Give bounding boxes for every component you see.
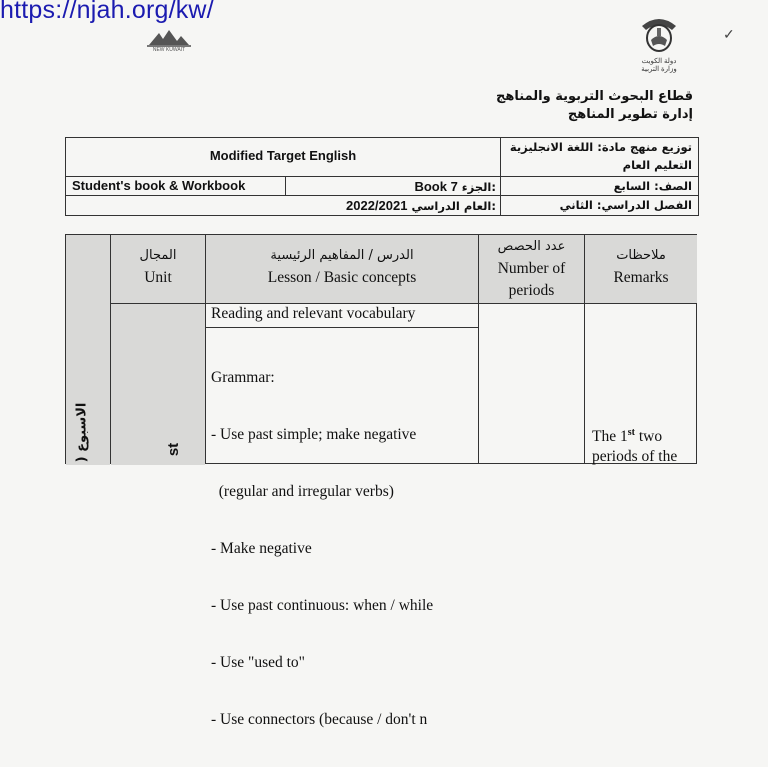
info-box	[65, 137, 699, 216]
grammar-line: - Use past continuous: when / while	[211, 597, 434, 614]
unit-partial: st	[165, 442, 183, 457]
header-periods-en-2: periods	[508, 282, 555, 299]
falcon-emblem-icon	[636, 14, 682, 58]
part-cell	[288, 178, 496, 196]
grammar-line: (regular and irregular verbs)	[211, 483, 394, 500]
books-label: Student's book & Workbook	[72, 178, 246, 193]
sector-line1: قطاع البحوث التربوية والمناهج	[496, 89, 693, 104]
term-label: الفصل الدراسي: الثاني	[559, 198, 692, 212]
sector-heading	[496, 88, 693, 124]
education-type: التعليم العام	[622, 158, 692, 172]
grammar-line: - Use "used to"	[211, 654, 306, 671]
year-label: العام الدراسي:	[411, 199, 496, 213]
grammar-line: - Use past simple; make negative	[211, 426, 417, 443]
lesson-grammar	[211, 330, 433, 767]
emblem-caption-line1: دولة الكويت	[641, 58, 677, 65]
remarks-line2: periods of the	[592, 448, 678, 466]
remarks-line1-sup: st	[627, 427, 635, 438]
remarks-line1-pre: The 1	[592, 428, 628, 446]
header-unit-ar: المجال	[139, 248, 177, 263]
emblem-caption-line2: وزارة التربية	[641, 66, 677, 73]
grammar-line: - Make negative	[211, 540, 312, 557]
remarks-line1-post: two	[634, 428, 663, 446]
header-remarks-ar: ملاحظات	[616, 248, 666, 263]
new-kuwait-logo	[143, 27, 195, 55]
header-periods-ar: عدد الحصص	[497, 239, 566, 254]
header-remarks	[585, 245, 697, 289]
course-title: Modified Target English	[209, 148, 357, 163]
new-kuwait-logo-icon	[143, 27, 195, 49]
grammar-line: Grammar:	[211, 369, 275, 386]
year-value: 2022/2021	[346, 198, 408, 213]
part-label: الجزء:	[461, 180, 496, 194]
syllabus-table	[65, 234, 697, 728]
header-remarks-en: Remarks	[613, 269, 669, 286]
emblem-caption	[630, 58, 688, 74]
header-lesson-ar: الدرس / المفاهيم الرئيسية	[270, 248, 414, 263]
lesson-reading: Reading and relevant vocabulary	[211, 305, 416, 322]
sector-line2: إدارة تطوير المناهج	[567, 107, 693, 122]
source-url[interactable]: https://njah.org/kw/	[0, 0, 214, 24]
remarks-line1	[592, 423, 677, 447]
year-cell	[288, 197, 496, 215]
remarks-text	[592, 423, 677, 467]
header-unit-en: Unit	[144, 269, 172, 286]
subject-label: توزيع منهج مادة: اللغة الانجليزية	[509, 140, 692, 154]
unit-column-shade	[111, 303, 205, 465]
header-lesson-en: Lesson / Basic concepts	[267, 269, 417, 286]
grammar-line: - Use connectors (because / don't n	[211, 711, 428, 728]
grade-label: الصف: السابع	[613, 179, 692, 193]
header-periods-en-1: Number of	[497, 260, 566, 277]
header-periods	[479, 236, 584, 302]
kuwait-emblem	[636, 14, 682, 74]
week-label: الاسبوع (	[74, 402, 90, 463]
corner-mark-icon: ✓	[723, 26, 735, 42]
new-kuwait-caption: NEW KUWAIT	[152, 47, 186, 53]
part-value: Book 7	[414, 179, 458, 194]
header-lesson	[206, 245, 478, 289]
header-unit	[111, 245, 205, 289]
